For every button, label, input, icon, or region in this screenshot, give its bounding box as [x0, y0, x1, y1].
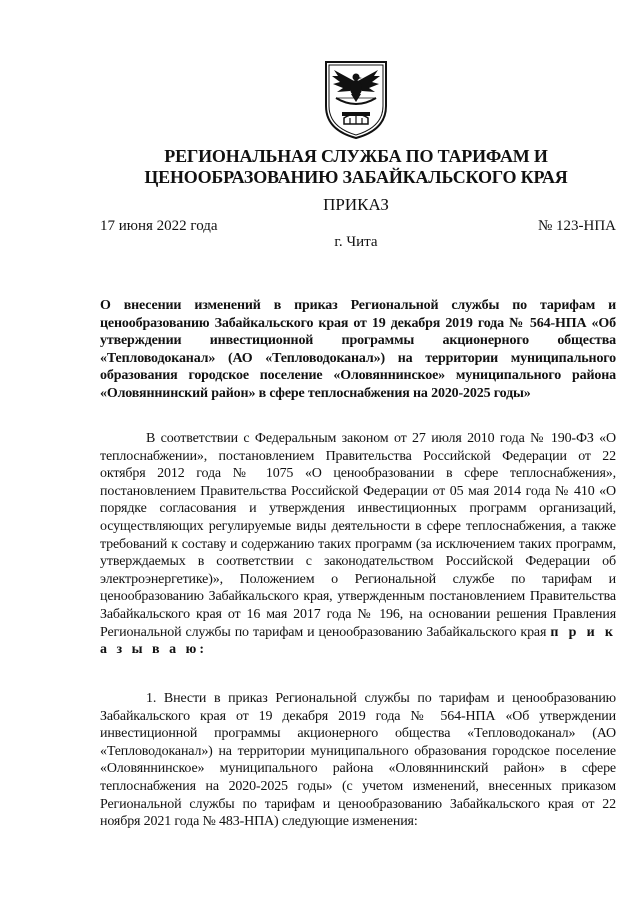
zabaykalsky-krai-coat-of-arms-icon [322, 60, 390, 140]
document-date: 17 июня 2022 года [100, 218, 218, 234]
document-subject: О внесении изменений в приказ Региональной службы по тарифам и ценообразованию Забайкальского края от 19 декабря 2019 года № 564-НПА «Об утверждении инвестиционной программы акционерного общества «Тепловодоканал» (АО «Тепловодоканал») на территории муниципального образования городское поселение «Оловяннинское» муниципального района «Оловяннинский район» в сфере теплоснабжения на 2020-2025 годы» [100, 298, 616, 401]
clause-1-paragraph: 1. Внести в приказ Региональной службы по тарифам и ценообразованию Забайкальского края от 19 декабря 2019 года № 564-НПА «Об утверждении инвестиционной программы акционерного общества «Тепловодоканал» (АО «Тепловодоканал») на территории муниципального образования городское поселение «Оловяннинское» муниципального района «Оловяннинский район» в сфере теплоснабжения на 2020-2025 годы» (с учетом изменений, внесенных приказом Региональной службы по тарифам и ценообразованию Забайкальского края от 22 ноября 2021 года № 483-НПА) следующие изменения: [100, 691, 616, 830]
document-type: ПРИКАЗ [323, 195, 389, 214]
agency-name [0, 146, 640, 188]
preamble-paragraph [100, 430, 616, 659]
preamble-text: В соответствии с Федеральным законом от 27 июля 2010 года № 190-ФЗ «О теплоснабжении», постановлением Правительства Российской Федерации от 22 октября 2012 года № 1075 «О ценообразовании в сфере теплоснабжения», постановлением Правительства Российской Федерации от 05 мая 2014 года № 410 «О порядке согласования и утверждения инвестиционных программ организаций, осуществляющих регулируемые виды деятельности в сфере теплоснабжения, а также требований к составу и содержанию таких программ (за исключением таких программ, утверждаемых в соответствии с законодательством Российской Федерации об электроэнергетике)», Положением о Региональной службе по тарифам и ценообразованию Забайкальского края, утвержденным постановлением Правительства Забайкальского края от 16 мая 2017 года № 196, на основании решения Правления Региональной службы по тарифам и ценообразованию Забайкальского края [100, 431, 616, 640]
agency-name-line-1: РЕГИОНАЛЬНАЯ СЛУЖБА ПО ТАРИФАМ И [164, 146, 548, 166]
document-city: г. Чита [334, 234, 378, 250]
document-number: № 123-НПА [537, 218, 616, 234]
agency-name-line-2: ЦЕНООБРАЗОВАНИЮ ЗАБАЙКАЛЬСКОГО КРАЯ [144, 167, 568, 187]
order-word: п р и к а з ы в а ю: [100, 624, 616, 658]
